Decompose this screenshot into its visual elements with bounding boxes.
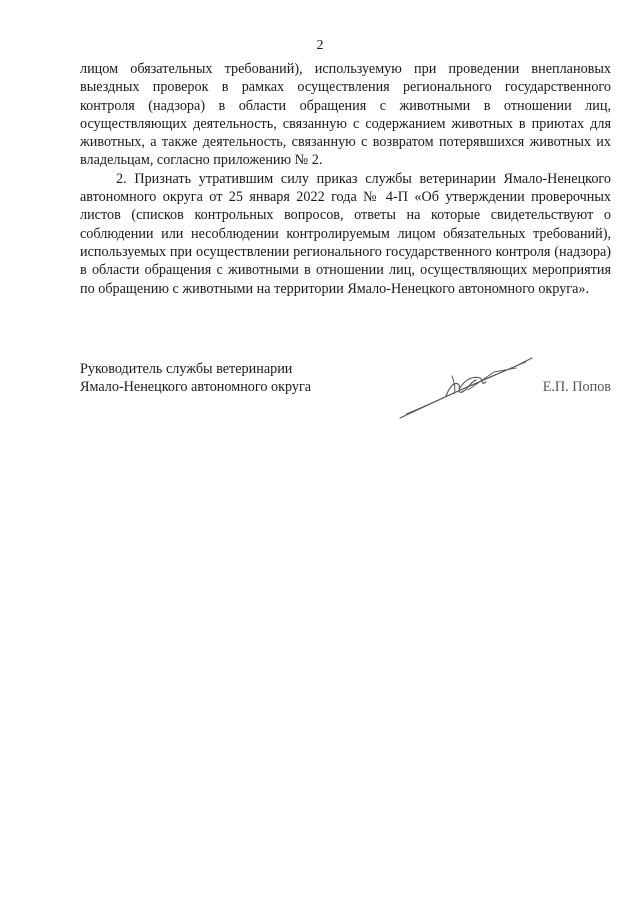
paragraph-continuation: лицом обязательных требований), используемую при проведении внеплановых выездных проверок в рамках осуществления регионального государственного контроля (надзора) в области обращения с животными в отношении лиц, осуществляющих деятельность, связанную с содержанием животных в приютах для животных, а также деятельность, связанную с возвратом потерявшихся животных их владельцам, согласно приложению № 2. bbox=[80, 61, 611, 169]
page-number: 2 bbox=[316, 38, 324, 53]
paragraph-item-2: 2. Признать утратившим силу приказ службы ветеринарии Ямало-Ненецкого автономного округа от 25 января 2022 года № 4-П «Об утверждении проверочных листов (списков контрольных вопросов, ответы на которые свидетельствуют о соблюдении или несоблюдении контролируемым лицом обязательных требований), используемых при осуществлении регионального государственного контроля (надзора) в области обращения с животными в отношении лиц, осуществляющих мероприятия по обращению с животными на территории Ямало-Ненецкого автономного округа». bbox=[80, 170, 611, 297]
signatory-name: Е.П. Попов bbox=[542, 379, 611, 395]
document-body bbox=[80, 60, 611, 298]
signature-block bbox=[80, 360, 611, 430]
handwritten-signature bbox=[396, 342, 536, 422]
signatory-title-line-2: Ямало-Ненецкого автономного округа bbox=[80, 379, 312, 396]
signatory-title bbox=[80, 360, 311, 397]
signatory-title-line-1: Руководитель службы ветеринарии bbox=[80, 361, 293, 377]
